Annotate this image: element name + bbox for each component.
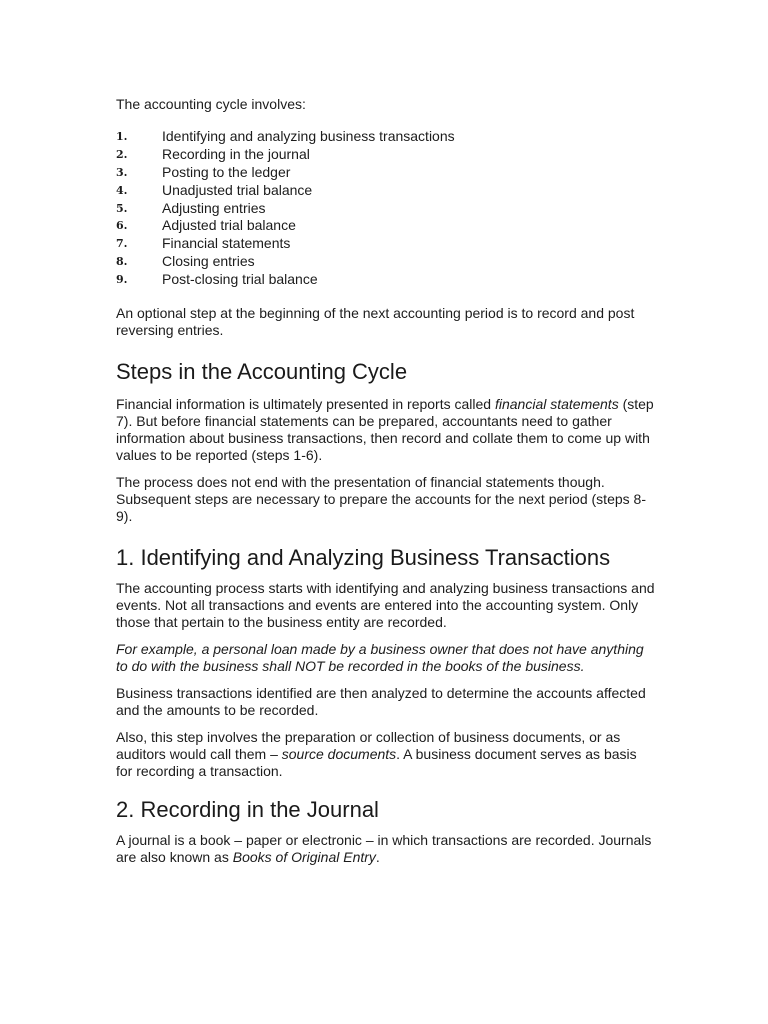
emphasis-text: For example, a personal loan made by a business owner that does not have anything to do with the business shall NOT be recorded in the books of the business. [116, 641, 644, 675]
paragraph: Business transactions identified are then analyzed to determine the accounts affected and the amounts to be recorded. [116, 685, 646, 719]
list-number: 2. [116, 147, 128, 161]
list-item [116, 235, 656, 253]
list-item-label: Closing entries [162, 253, 255, 270]
list-number: 3. [116, 165, 128, 179]
list-item-label: Post-closing trial balance [162, 271, 318, 288]
list-item-label: Adjusted trial balance [162, 217, 296, 234]
paragraph [116, 729, 656, 780]
list-item [116, 146, 656, 164]
text-run: (step 7). But before financial statements can be prepared, accountants need to gather information about business transactions, then record and collate them to come up with values to be reported (steps 1-6). [116, 396, 654, 464]
list-number: 4. [116, 183, 128, 197]
optional-step-text: An optional step at the beginning of the next accounting period is to record and post reversing entries. [116, 305, 635, 339]
list-item [116, 217, 656, 235]
list-number: 6. [116, 219, 128, 233]
list-number: 5. [116, 201, 128, 215]
list-item [116, 200, 656, 218]
heading-identifying-analyzing: 1. Identifying and Analyzing Business Transactions [116, 545, 611, 571]
paragraph: The accounting process starts with identifying and analyzing business transactions and events. Not all transactions and events are entered into the accounting system. Only those that pertain to the business entity are recorded. [116, 580, 655, 631]
list-number: 1. [116, 130, 128, 143]
text-run: . [375, 849, 380, 866]
list-item-label: Unadjusted trial balance [162, 181, 313, 198]
list-item [116, 128, 656, 146]
list-item-label: Financial statements [162, 235, 291, 252]
list-number: 9. [116, 273, 128, 287]
text-run: Financial information is ultimately presented in reports called [116, 396, 495, 413]
example-paragraph [116, 641, 656, 675]
text-run: A journal is a book – paper or electronic – in which transactions are recorded. Journals are also known as [116, 832, 652, 866]
list-item-label: Adjusting entries [162, 199, 266, 216]
list-item [116, 253, 656, 271]
list-number: 8. [116, 255, 128, 269]
intro-text: The accounting cycle involves: [116, 96, 306, 112]
list-item-label: Posting to the ledger [162, 163, 291, 180]
list-number: 7. [116, 237, 128, 251]
paragraph [116, 832, 656, 866]
document-page [116, 96, 656, 866]
list-item [116, 164, 656, 182]
emphasis-text: financial statements [494, 396, 619, 413]
emphasis-text: Books of Original Entry [232, 849, 376, 866]
accounting-cycle-list [116, 128, 656, 289]
list-item-label: Identifying and analyzing business transactions [162, 128, 455, 144]
emphasis-text: source documents [281, 746, 397, 763]
paragraph [116, 396, 656, 464]
paragraph: The process does not end with the presentation of financial statements though. Subsequent steps are necessary to prepare the accounts for the next period (steps 8-9). [116, 474, 646, 525]
list-item [116, 271, 656, 289]
text-run: . A business document serves as basis for recording a transaction. [116, 746, 637, 780]
list-item-label: Recording in the journal [162, 145, 310, 162]
list-item [116, 182, 656, 200]
heading-steps-in-cycle: Steps in the Accounting Cycle [116, 359, 408, 385]
heading-recording-journal: 2. Recording in the Journal [116, 797, 379, 823]
text-run: Also, this step involves the preparation or collection of business documents, or as auditors would call them – [116, 729, 621, 763]
